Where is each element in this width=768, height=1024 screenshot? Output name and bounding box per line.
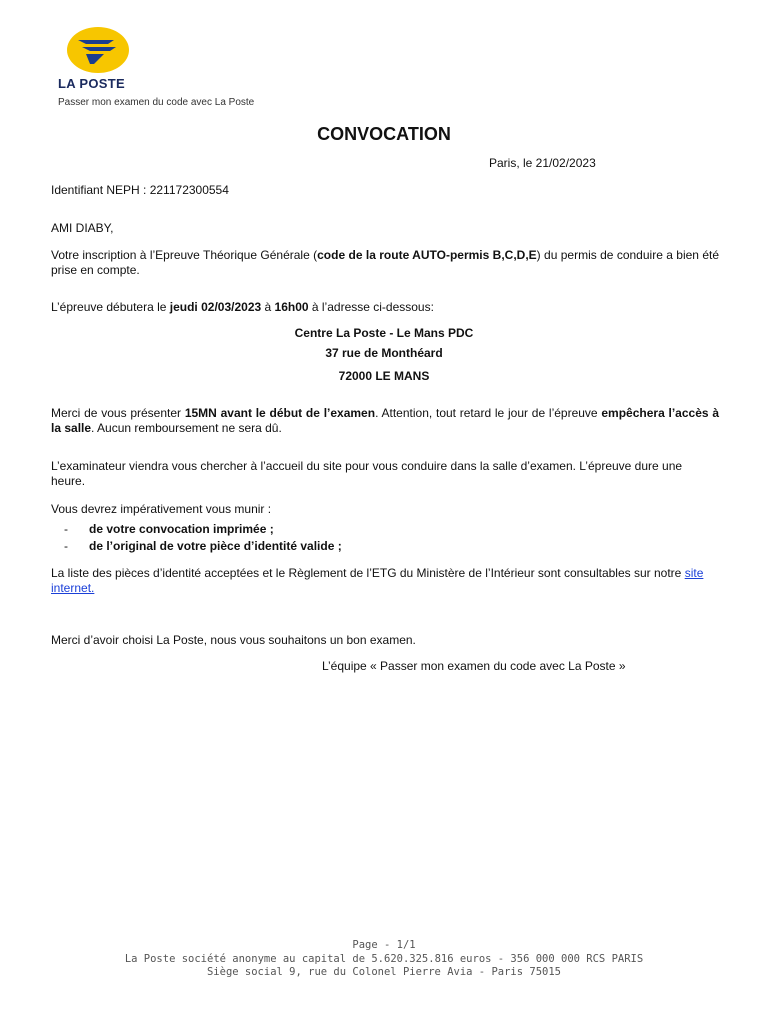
text-segment: à l’adresse ci-dessous: (308, 300, 434, 314)
footer-company-info: La Poste société anonyme au capital de 5.620.325.816 euros - 356 000 000 RCS PARIS (124, 953, 644, 965)
arrival-time: 15MN avant le début de l’examen (184, 406, 376, 420)
address-name: Centre La Poste - Le Mans PDC (294, 326, 474, 340)
la-poste-bird-icon (64, 26, 130, 76)
text-segment: L’épreuve débutera le (51, 300, 170, 314)
la-poste-logo (56, 24, 286, 114)
closing-line: Merci d’avoir choisi La Poste, nous vous souhaitons un bon examen. (51, 633, 416, 647)
document-title: CONVOCATION (317, 124, 451, 144)
letter-date: Paris, le 21/02/2023 (489, 156, 596, 170)
recipient-name: AMI DIABY, (51, 221, 114, 235)
late-warning: empêchera l’accès à la salle (51, 406, 719, 435)
logo-tagline: Passer mon examen du code avec La Poste (58, 97, 255, 108)
list-item (64, 522, 274, 536)
exam-date: jeudi 02/03/2023 (169, 300, 262, 314)
signature: L’équipe « Passer mon examen du code avec La Poste » (322, 659, 626, 673)
address-street: 37 rue de Monthéard (325, 346, 443, 360)
exam-type: code de la route AUTO-permis B,C,D,E (317, 248, 537, 262)
page-number: Page - 1/1 (352, 939, 416, 951)
list-item-text: de votre convocation imprimée ; (89, 522, 274, 536)
arrival-paragraph (51, 406, 719, 436)
logo-brand-text: LA POSTE (58, 76, 125, 91)
requirements-intro: Vous devrez impérativement vous munir : (51, 502, 272, 516)
text-segment: ) du permis de conduire a bien été prise en compte. (51, 248, 720, 277)
website-link[interactable]: site internet. (51, 566, 704, 595)
registration-paragraph (51, 248, 719, 278)
bullet-dash: - (64, 522, 68, 536)
id-documents-paragraph (51, 566, 719, 596)
list-item (64, 539, 342, 553)
exam-date-paragraph (51, 300, 719, 315)
footer-address: Siège social 9, rue du Colonel Pierre Avia - Paris 75015 (206, 966, 561, 978)
list-item-text: de l’original de votre pièce d’identité valide ; (89, 539, 342, 553)
text-segment: Votre inscription à l’Epreuve Théorique Générale ( (51, 248, 318, 262)
bullet-dash: - (64, 539, 68, 553)
text-segment: à (261, 300, 275, 314)
exam-time: 16h00 (274, 300, 309, 314)
text-segment: . Aucun remboursement ne sera dû. (91, 421, 282, 435)
text-segment: La liste des pièces d’identité acceptées et le Règlement de l’ETG du Ministère de l’Intérieur sont consultables sur notre (51, 566, 685, 580)
text-segment: Merci de vous présenter (51, 406, 185, 420)
examiner-paragraph: L’examinateur viendra vous chercher à l’accueil du site pour vous conduire dans la salle d’examen. L’épreuve dure une heure. (51, 459, 683, 488)
neph-identifier: Identifiant NEPH : 221172300554 (51, 183, 229, 197)
text-segment: . Attention, tout retard le jour de l’épreuve (375, 406, 602, 420)
address-city: 72000 LE MANS (338, 369, 430, 383)
